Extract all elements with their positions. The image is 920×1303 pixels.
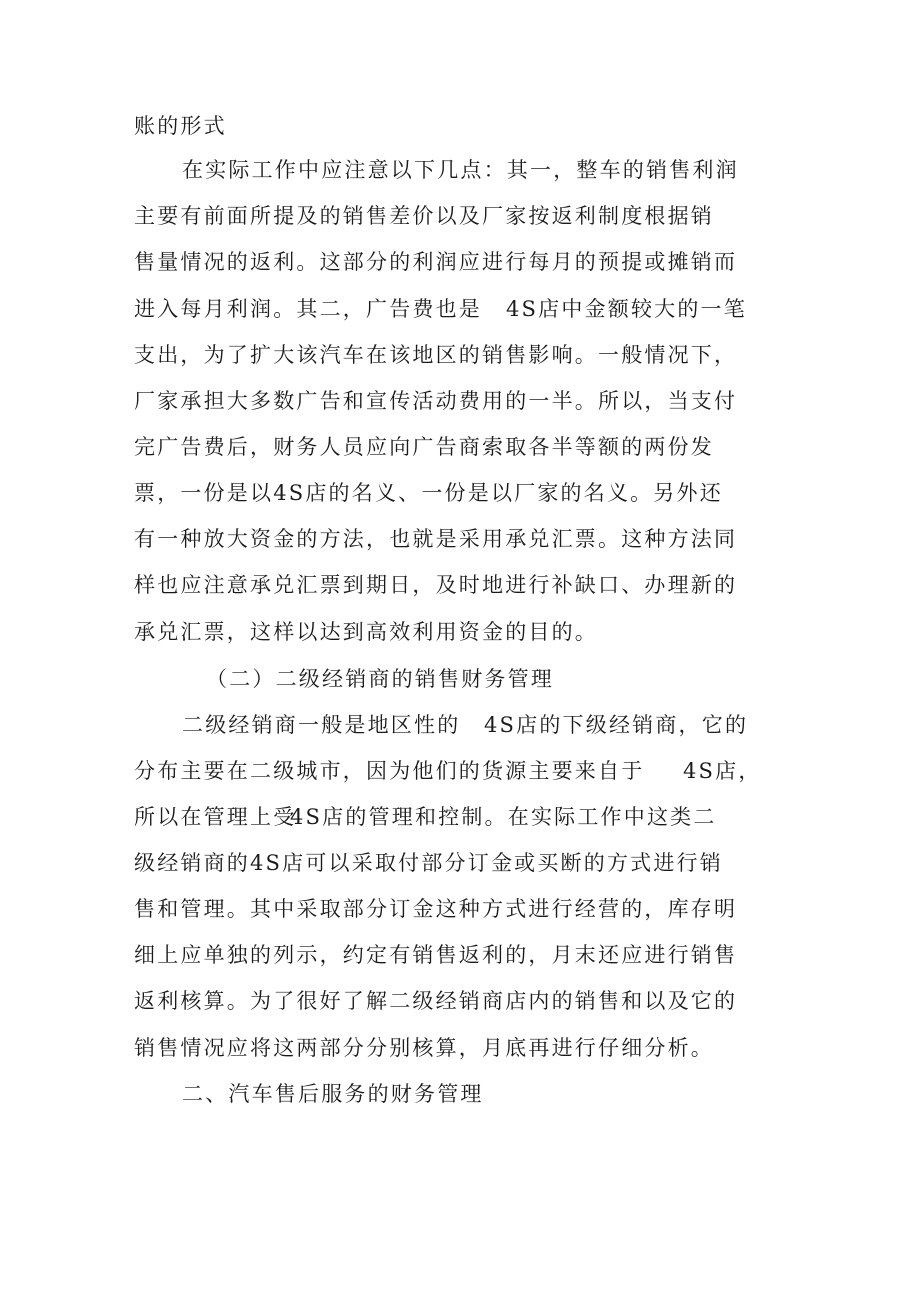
text-line-7: 厂家承担大多数广告和宣传活动费用的一半。所以，当支付	[134, 389, 738, 413]
text-line-20: 返利核算。为了很好了解二级经销商店内的销售和以及它的	[134, 989, 738, 1013]
text-line-16a: 所以在管理上受	[134, 805, 297, 829]
text-line-2: 在实际工作中应注意以下几点：其一，整车的销售利润	[182, 158, 739, 182]
text-line-18: 售和管理。其中采取部分订金这种方式进行经营的，库存明	[134, 897, 738, 921]
text-line-14b: 4S店的下级经销商，它的	[484, 713, 749, 737]
text-line-9: 票，一份是以4S店的名义、一份是以厂家的名义。另外还	[134, 481, 723, 505]
text-line-8: 完广告费后，财务人员应向广告商索取各半等额的两份发	[134, 435, 714, 459]
text-line-17: 级经销商的4S店可以采取付部分订金或买断的方式进行销	[134, 851, 723, 875]
text-line-16b: 4S店的管理和控制。在实际工作中这类二	[290, 805, 717, 829]
text-line-6: 支出，为了扩大该汽车在该地区的销售影响。一般情况下，	[134, 343, 738, 367]
text-line-10: 有一种放大资金的方法，也就是采用承兑汇票。这种方法同	[134, 527, 738, 551]
text-line-3: 主要有前面所提及的销售差价以及厂家按返利制度根据销	[134, 204, 714, 228]
text-line-5a: 进入每月利润。其二，广告费也是	[134, 297, 482, 321]
section-heading-secondary-dealer: （二）二级经销商的销售财务管理	[206, 667, 554, 691]
section-heading-after-sales: 二、汽车售后服务的财务管理	[182, 1082, 484, 1106]
text-line-5b: 4S店中金额较大的一笔	[506, 297, 747, 321]
text-line-4: 售量情况的返利。这部分的利润应进行每月的预提或摊销而	[134, 250, 738, 274]
text-line-11: 样也应注意承兑汇票到期日，及时地进行补缺口、办理新的	[134, 573, 738, 597]
text-line-19: 细上应单独的列示，约定有销售返利的，月末还应进行销售	[134, 943, 738, 967]
text-line-14a: 二级经销商一般是地区性的	[182, 713, 461, 737]
text-line-15a: 分布主要在二级城市，因为他们的货源主要来自于	[134, 759, 645, 783]
text-line-1: 账的形式	[134, 114, 227, 138]
text-line-15b: 4S店，	[683, 759, 762, 783]
text-line-21: 销售情况应将这两部分分别核算，月底再进行仔细分析。	[134, 1036, 714, 1060]
text-line-12: 承兑汇票，这样以达到高效利用资金的目的。	[134, 620, 598, 644]
